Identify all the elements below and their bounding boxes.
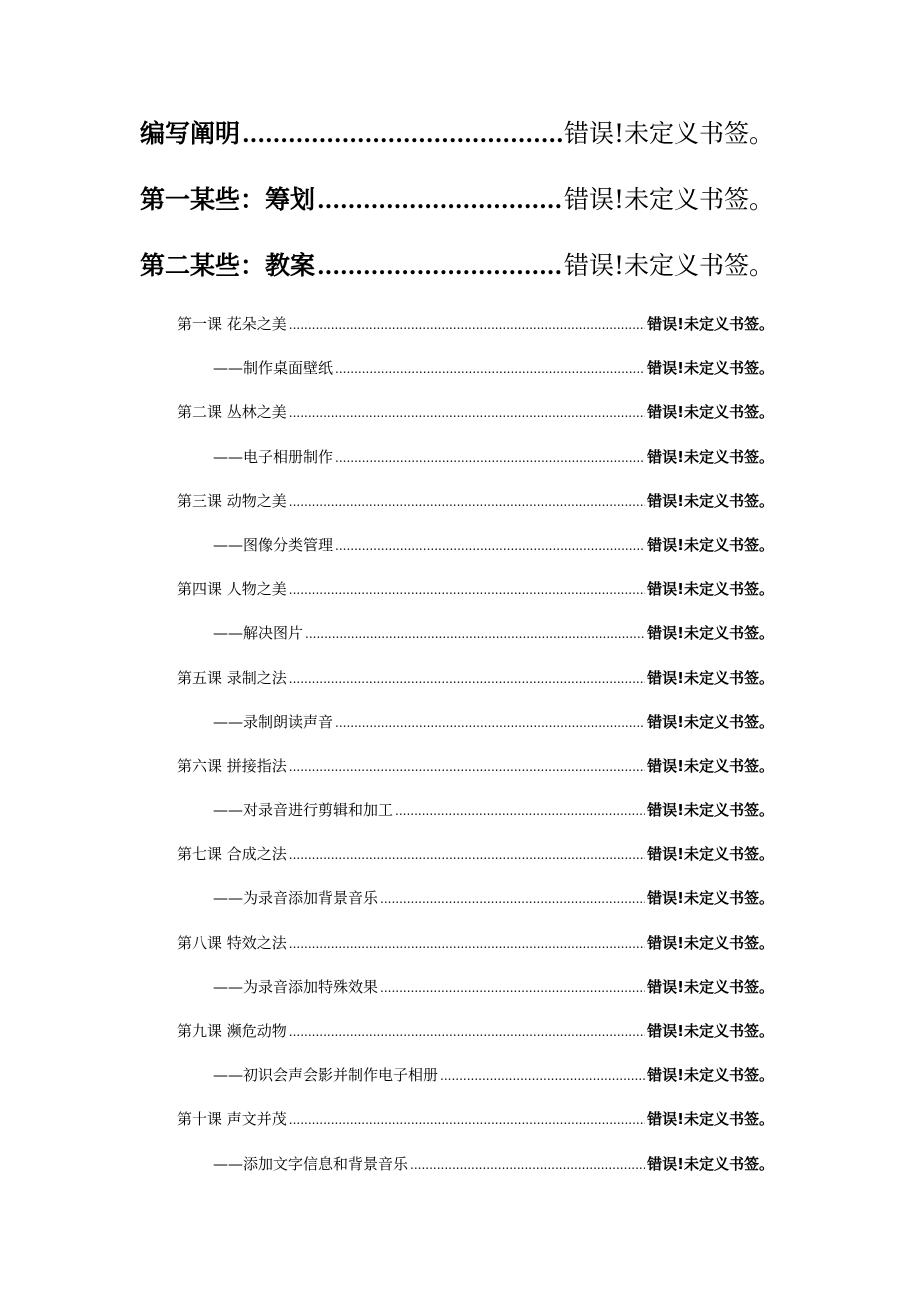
toc-lesson-2[interactable] — [177, 401, 774, 425]
toc-lesson-6[interactable] — [177, 755, 774, 779]
toc-page-ref: 错误!未定义书签。 — [647, 978, 774, 996]
toc-lesson-7-subtitle[interactable] — [213, 887, 774, 911]
toc-lesson-10-subtitle[interactable] — [213, 1153, 774, 1177]
toc-page-ref: 错误!未定义书签。 — [647, 359, 774, 377]
toc-page-ref: 错误!未定义书签。 — [647, 492, 774, 510]
toc-entry-title: ——制作桌面壁纸 — [213, 359, 334, 377]
dot-leader — [289, 760, 645, 774]
dot-leader — [335, 716, 645, 730]
toc-entry-title: 第六课 拼接指法 — [177, 757, 287, 775]
toc-page-ref: 错误!未定义书签。 — [647, 580, 774, 598]
toc-page-ref: 错误!未定义书签。 — [647, 1066, 774, 1084]
toc-entry-title: ——为录音添加特殊效果 — [213, 978, 379, 996]
toc-page-ref: 错误!未定义书签。 — [563, 185, 774, 214]
toc-entry-title: ——电子相册制作 — [213, 448, 334, 466]
toc-heading-title: 第一某些：筹划 — [140, 185, 316, 214]
toc-lesson-2-subtitle[interactable] — [213, 446, 774, 470]
dot-leader — [289, 583, 645, 597]
toc-page-ref: 错误!未定义书签。 — [647, 801, 774, 819]
toc-entry-title: ——解决图片 — [213, 624, 304, 642]
toc-page-ref: 错误!未定义书签。 — [647, 624, 774, 642]
toc-page-ref: 错误!未定义书签。 — [647, 757, 774, 775]
dot-leader — [440, 1069, 645, 1083]
toc-entry-title: ——对录音进行剪辑和加工 — [213, 801, 394, 819]
toc-lesson-5[interactable] — [177, 667, 774, 691]
toc-page-ref: 错误!未定义书签。 — [647, 536, 774, 554]
toc-lesson-4-subtitle[interactable] — [213, 622, 774, 646]
toc-lesson-1[interactable] — [177, 313, 774, 337]
toc-lesson-10[interactable] — [177, 1108, 774, 1132]
dot-leader — [289, 406, 645, 420]
dot-leader — [395, 804, 645, 818]
toc-lesson-7[interactable] — [177, 843, 774, 867]
dot-leader — [289, 495, 645, 509]
dot-leader — [335, 451, 645, 465]
dot-leader — [380, 981, 645, 995]
toc-heading-title: 编写阐明 — [140, 119, 241, 148]
dot-leader — [289, 937, 645, 951]
toc-heading-part-two[interactable] — [140, 246, 774, 290]
dot-leader — [335, 539, 645, 553]
toc-entry-title: 第五课 录制之法 — [177, 669, 287, 687]
toc-entry-title: ——图像分类管理 — [213, 536, 334, 554]
dot-leader — [289, 672, 645, 686]
toc-lesson-8[interactable] — [177, 932, 774, 956]
dot-leader — [289, 1113, 645, 1127]
toc-page-ref: 错误!未定义书签。 — [647, 669, 774, 687]
dot-leader — [289, 848, 645, 862]
dot-leader — [380, 892, 645, 906]
toc-entry-title: ——初识会声会影并制作电子相册 — [213, 1066, 439, 1084]
dot-leader — [242, 122, 562, 148]
toc-page-ref: 错误!未定义书签。 — [647, 403, 774, 421]
dot-leader — [289, 318, 645, 332]
toc-heading-preface[interactable] — [140, 114, 774, 158]
toc-entry-title: ——添加文字信息和背景音乐 — [213, 1155, 409, 1173]
toc-page-ref: 错误!未定义书签。 — [647, 1022, 774, 1040]
toc-page-ref: 错误!未定义书签。 — [563, 251, 774, 280]
toc-page-ref: 错误!未定义书签。 — [647, 315, 774, 333]
toc-lesson-3[interactable] — [177, 490, 774, 514]
toc-lesson-1-subtitle[interactable] — [213, 357, 774, 381]
toc-lesson-3-subtitle[interactable] — [213, 534, 774, 558]
dot-leader — [317, 254, 562, 280]
toc-lesson-5-subtitle[interactable] — [213, 711, 774, 735]
toc-entry-title: 第三课 动物之美 — [177, 492, 287, 510]
toc-heading-part-one[interactable] — [140, 180, 774, 224]
toc-entry-title: 第二课 丛林之美 — [177, 403, 287, 421]
toc-page-ref: 错误!未定义书签。 — [563, 119, 774, 148]
toc-page-ref: 错误!未定义书签。 — [647, 1155, 774, 1173]
toc-entry-title: 第一课 花朵之美 — [177, 315, 287, 333]
toc-entry-title: 第十课 声文并茂 — [177, 1110, 287, 1128]
toc-entry-title: 第四课 人物之美 — [177, 580, 287, 598]
toc-page-ref: 错误!未定义书签。 — [647, 934, 774, 952]
dot-leader — [410, 1158, 645, 1172]
toc-entry-title: 第七课 合成之法 — [177, 845, 287, 863]
toc-page-ref: 错误!未定义书签。 — [647, 889, 774, 907]
toc-entry-title: 第八课 特效之法 — [177, 934, 287, 952]
dot-leader — [317, 188, 562, 214]
toc-lesson-6-subtitle[interactable] — [213, 799, 774, 823]
toc-page-ref: 错误!未定义书签。 — [647, 713, 774, 731]
toc-entry-title: 第九课 濒危动物 — [177, 1022, 287, 1040]
toc-page-ref: 错误!未定义书签。 — [647, 1110, 774, 1128]
dot-leader — [335, 362, 645, 376]
toc-lesson-9-subtitle[interactable] — [213, 1064, 774, 1088]
dot-leader — [305, 627, 645, 641]
toc-entry-title: ——录制朗读声音 — [213, 713, 334, 731]
toc-entry-title: ——为录音添加背景音乐 — [213, 889, 379, 907]
toc-page-ref: 错误!未定义书签。 — [647, 448, 774, 466]
toc-lesson-4[interactable] — [177, 578, 774, 602]
toc-lesson-9[interactable] — [177, 1020, 774, 1044]
dot-leader — [289, 1025, 645, 1039]
toc-heading-title: 第二某些：教案 — [140, 251, 316, 280]
toc-lesson-8-subtitle[interactable] — [213, 976, 774, 1000]
toc-page-ref: 错误!未定义书签。 — [647, 845, 774, 863]
